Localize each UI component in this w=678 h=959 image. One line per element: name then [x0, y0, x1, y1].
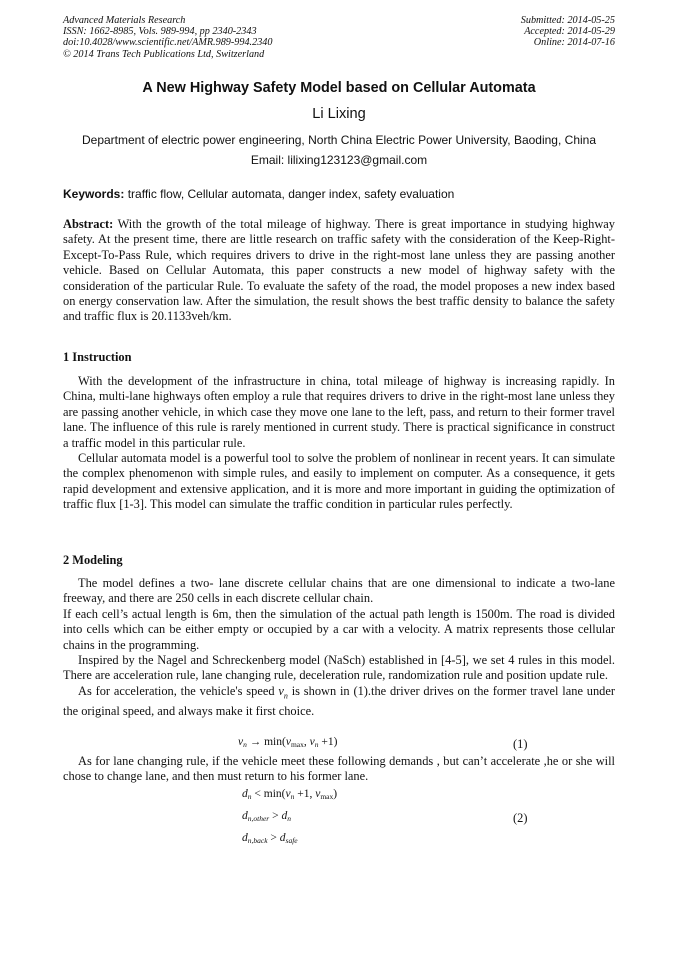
section-2-paragraph-2: If each cell’s actual length is 6m, then the simulation of the actual path length is 1500m. The road is divided into cells which can be either empty or occupied by a car with a velocity. A matrix represents those cellular chains in the programming. — [63, 606, 615, 652]
email-text: Email: lilixing123123@gmail.com — [250, 153, 428, 167]
abstract-label: Abstract: — [63, 217, 114, 231]
section-2-heading: 2 Modeling — [63, 553, 123, 567]
affiliation: Department of electric power engineering, North China Electric Power University, Baoding, China — [81, 133, 597, 147]
section-1-heading: 1 Instruction — [63, 350, 132, 364]
journal-name: Advanced Materials Research — [63, 15, 186, 26]
equation-2-line-3: $d_{n,back} > d_{safe}$ — [242, 832, 298, 845]
author-email — [0, 153, 678, 167]
section-1-paragraph-1: With the development of the infrastructure in china, total mileage of highway is increasing rapidly. In China, multi-lane highways often employ a rule that requires drivers to drive in the right-most lane unless they are passing another vehicle, in which case they move one lane to the left, pass, and return to their former travel lane. The influence of this rule is rarely mentioned in current study. There is practical significance in construct a traffic model in this particular rule. — [63, 374, 615, 450]
keywords — [63, 187, 615, 201]
section-1-body — [63, 374, 615, 513]
equation-1: $v_n \to \min(v_{max}$, $v_n +1$) — [238, 736, 338, 749]
issn-line: ISSN: 1662-8985, Vols. 989-994, pp 2340-2343 — [63, 26, 257, 38]
section-2-paragraph-3: Inspired by the Nagel and Schreckenberg model (NaSch) established in [4-5], we set 4 rules in this model. There are acceleration rule, lane changing rule, deceleration rule, randomization rule and position update rule. — [63, 653, 615, 683]
equation-2-number: (2) — [513, 811, 528, 825]
equation-1-number: (1) — [513, 737, 528, 751]
submission-dates — [521, 15, 615, 49]
keywords-text: traffic flow, Cellular automata, danger index, safety evaluation — [124, 187, 455, 201]
section-2-paragraph-4: As for acceleration, the vehicle's speed $v_n$ is shown in (1).the driver drives on the former travel lane under the original speed, and always make it first choice. — [63, 683, 615, 718]
author-name: Li Lixing — [312, 106, 366, 122]
section-2-body-continued — [63, 754, 615, 785]
abstract — [63, 217, 615, 325]
abstract-text: With the growth of the total mileage of highway. There is great importance in studying highway safety. At the present time, there are little research on traffic safety with the consideration of the Keep-Right-Except-To-Pass Rule, which requires drivers to drive in the right-most lane unless they are passing another vehicle. Based on Cellular Automata, this paper constructs a new model of highway safety with the consideration of the particular Rule. To evaluate the safety of the road, the model proposes a new index based on energy conservation law. After the simulation, the result shows the best traffic density to balance the safety and traffic flux is 20.1133veh/km. — [63, 217, 615, 324]
equation-2-line-1: $d_n < \min(v_n +1$, $v_{max}$) — [242, 788, 338, 801]
accepted-date: Accepted: 2014-05-29 — [524, 26, 615, 38]
journal-info — [63, 15, 272, 60]
online-date: Online: 2014-07-16 — [533, 37, 615, 49]
section-1-paragraph-2: Cellular automata model is a powerful tool to solve the problem of nonlinear in recent years. It can simulate the complex phenomenon with simple rules, and easily to implement on computer. As a consequence, it gets rapid development and extensive application, and it is more and more important in guiding the optimization of traffic flux [1-3]. This model can simulate the traffic condition in particular rules perfectly. — [63, 451, 615, 512]
keywords-label: Keywords: — [63, 187, 125, 201]
equation-2-line-2: $d_{n,other} > d_n$ — [242, 810, 291, 823]
section-2-paragraph-5: As for lane changing rule, if the vehicle meet these following demands , but can’t accelerate ,he or she will chose to change lane, and then must return to his former lane. — [63, 754, 615, 784]
submitted-date: Submitted: 2014-05-25 — [520, 15, 615, 26]
copyright-line: © 2014 Trans Tech Publications Ltd, Switzerland — [63, 48, 265, 60]
section-2-paragraph-1: The model defines a two- lane discrete cellular chains that are one dimensional to indicate a two-lane freeway, and there are 250 cells in each discrete cellular chain. — [63, 576, 615, 606]
doi-line: doi:10.4028/www.scientific.net/AMR.989-994.2340 — [63, 37, 273, 49]
paper-title: A New Highway Safety Model based on Cellular Automata — [142, 80, 536, 96]
section-2-body — [63, 576, 615, 719]
